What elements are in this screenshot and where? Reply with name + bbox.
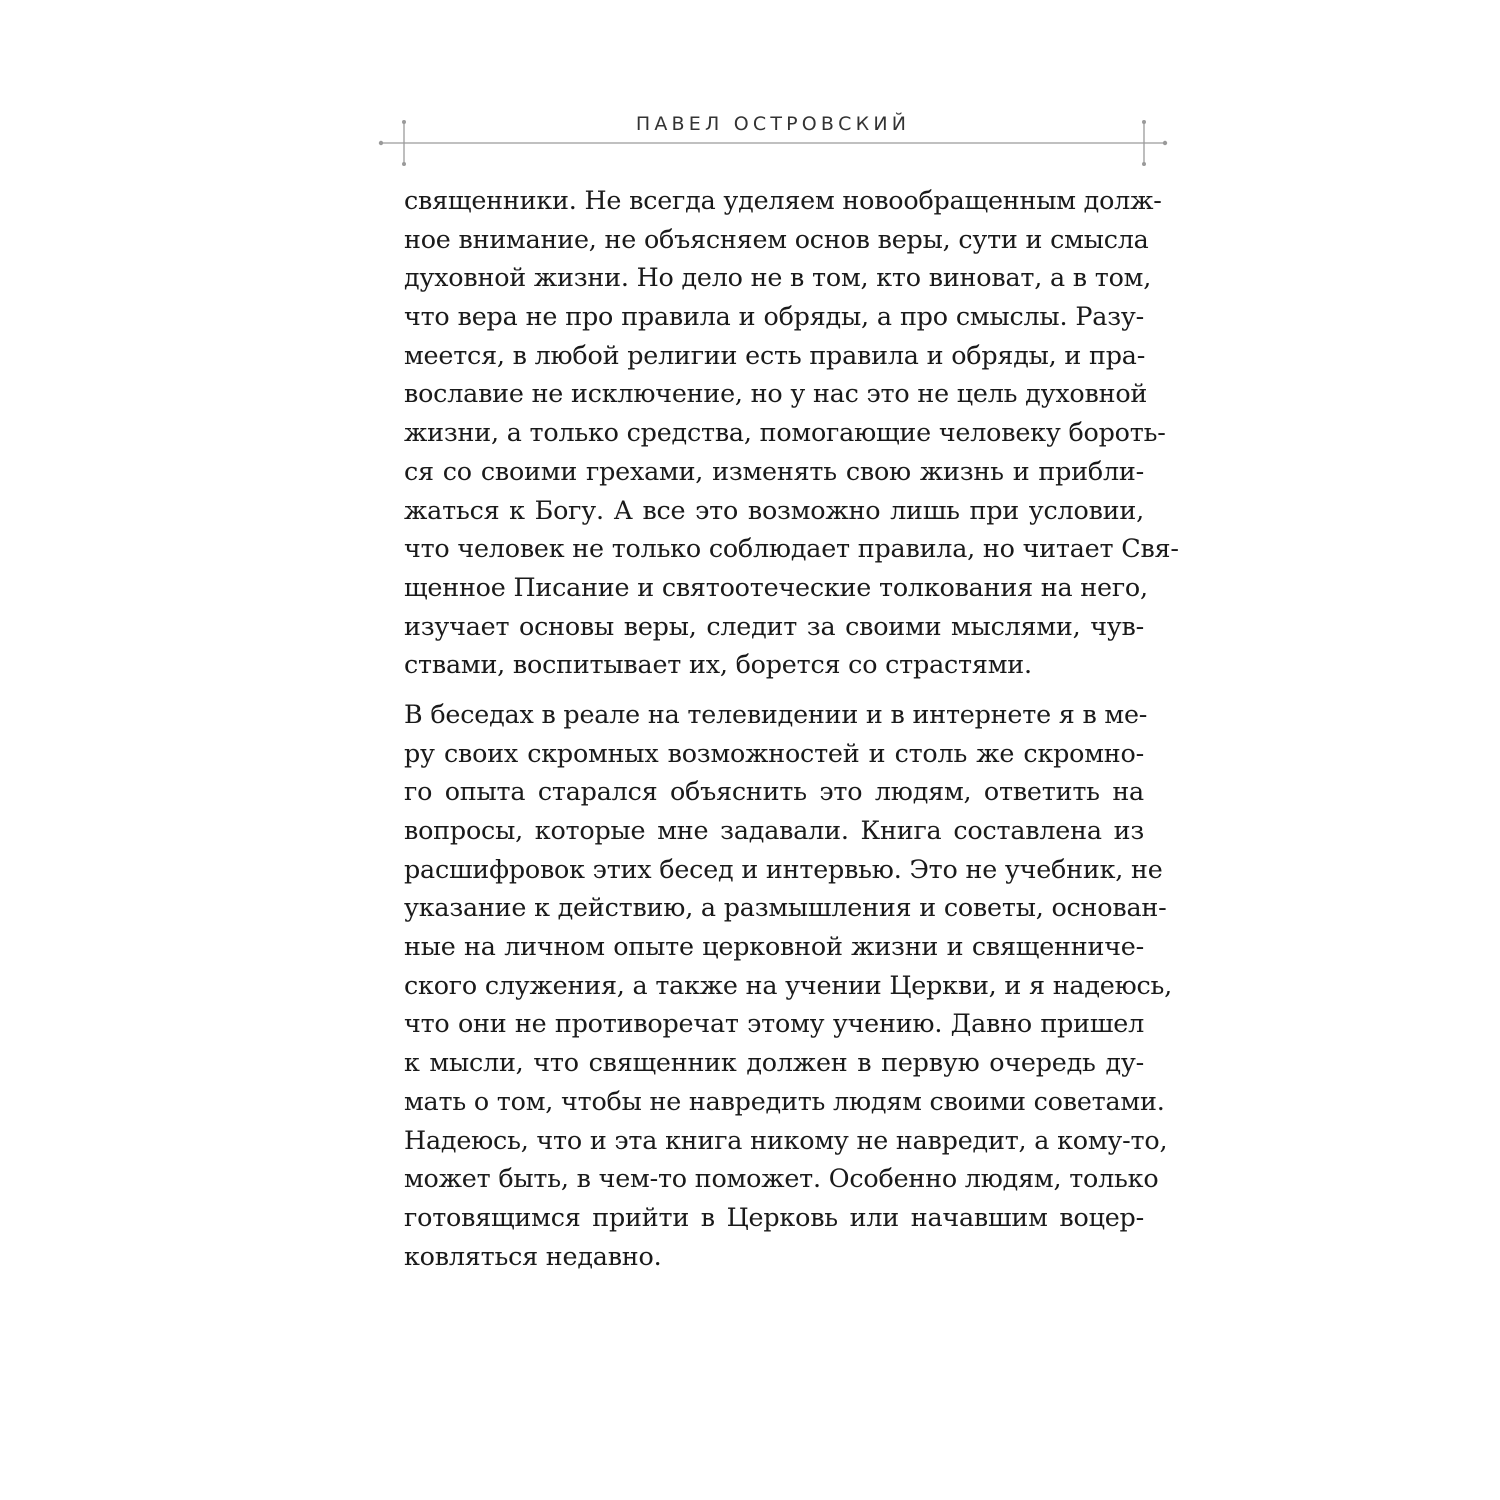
text-line: жаться к Богу. А все это возможно лишь при условии, (404, 494, 1144, 525)
text-line: ковляться недавно. (404, 1240, 662, 1271)
text-line: что они не противоречат этому учению. Давно пришел (404, 1008, 1144, 1039)
paragraph-2 (404, 695, 1173, 1275)
text-line: жизни, а только средства, помогающие человеку бороть- (404, 417, 1166, 448)
text-line: ствами, воспитывает их, борется со страстями. (404, 649, 1032, 680)
text-line: священники. Не всегда уделяем новообращенным долж- (404, 185, 1162, 215)
text-line: расшифровок этих бесед и интервью. Это не учебник, не (404, 853, 1163, 884)
text-line: может быть, в чем-то поможет. Особенно людям, только (404, 1163, 1159, 1194)
text-line: ное внимание, не объясняем основ веры, сути и смысла (404, 223, 1149, 254)
text-line: ского служения, а также на учении Церкви, и я надеюсь, (404, 969, 1173, 1000)
text-line: ру своих скромных возможностей и столь же скромно- (404, 737, 1144, 768)
text-line: что человек не только соблюдает правила, но читает Свя- (404, 533, 1179, 564)
paragraph-gap (404, 684, 1144, 695)
text-line: вопросы, которые мне задавали. Книга составлена из (404, 815, 1144, 845)
paragraph-1 (404, 181, 1179, 684)
body-text (404, 181, 1179, 1275)
running-head (378, 110, 1168, 170)
text-line: В беседах в реале на телевидении и в интернете я в ме- (404, 698, 1148, 729)
text-line: готовящимся прийти в Церковь или начавшим воцер- (404, 1201, 1144, 1232)
text-line: ные на личном опыте церковной жизни и священниче- (404, 931, 1144, 962)
text-line: Надеюсь, что и эта книга никому не навредит, а кому-то, (404, 1124, 1168, 1155)
text-line: ся со своими грехами, изменять свою жизнь и прибли- (404, 455, 1144, 486)
text-line: указание к действию, а размышления и советы, основан- (404, 892, 1167, 923)
text-line: что вера не про правила и обряды, а про смыслы. Разу- (404, 301, 1144, 332)
text-line: мать о том, чтобы не навредить людям своими советами. (404, 1085, 1165, 1116)
text-line: меется, в любой религии есть правила и обряды, и пра- (404, 339, 1146, 370)
text-line: изучает основы веры, следит за своими мыслями, чув- (404, 610, 1144, 641)
text-line: к мысли, что священник должен в первую очередь ду- (404, 1047, 1144, 1078)
text-line: щенное Писание и святоотеческие толкования на него, (404, 571, 1148, 602)
author-running-head: ПАВЕЛ ОСТРОВСКИЙ (635, 113, 911, 135)
text-line: вославие не исключение, но у нас это не цель духовной (404, 378, 1148, 409)
text-line: духовной жизни. Но дело не в том, кто виноват, а в том, (404, 262, 1152, 293)
text-line: го опыта старался объяснить это людям, ответить на (404, 776, 1144, 807)
